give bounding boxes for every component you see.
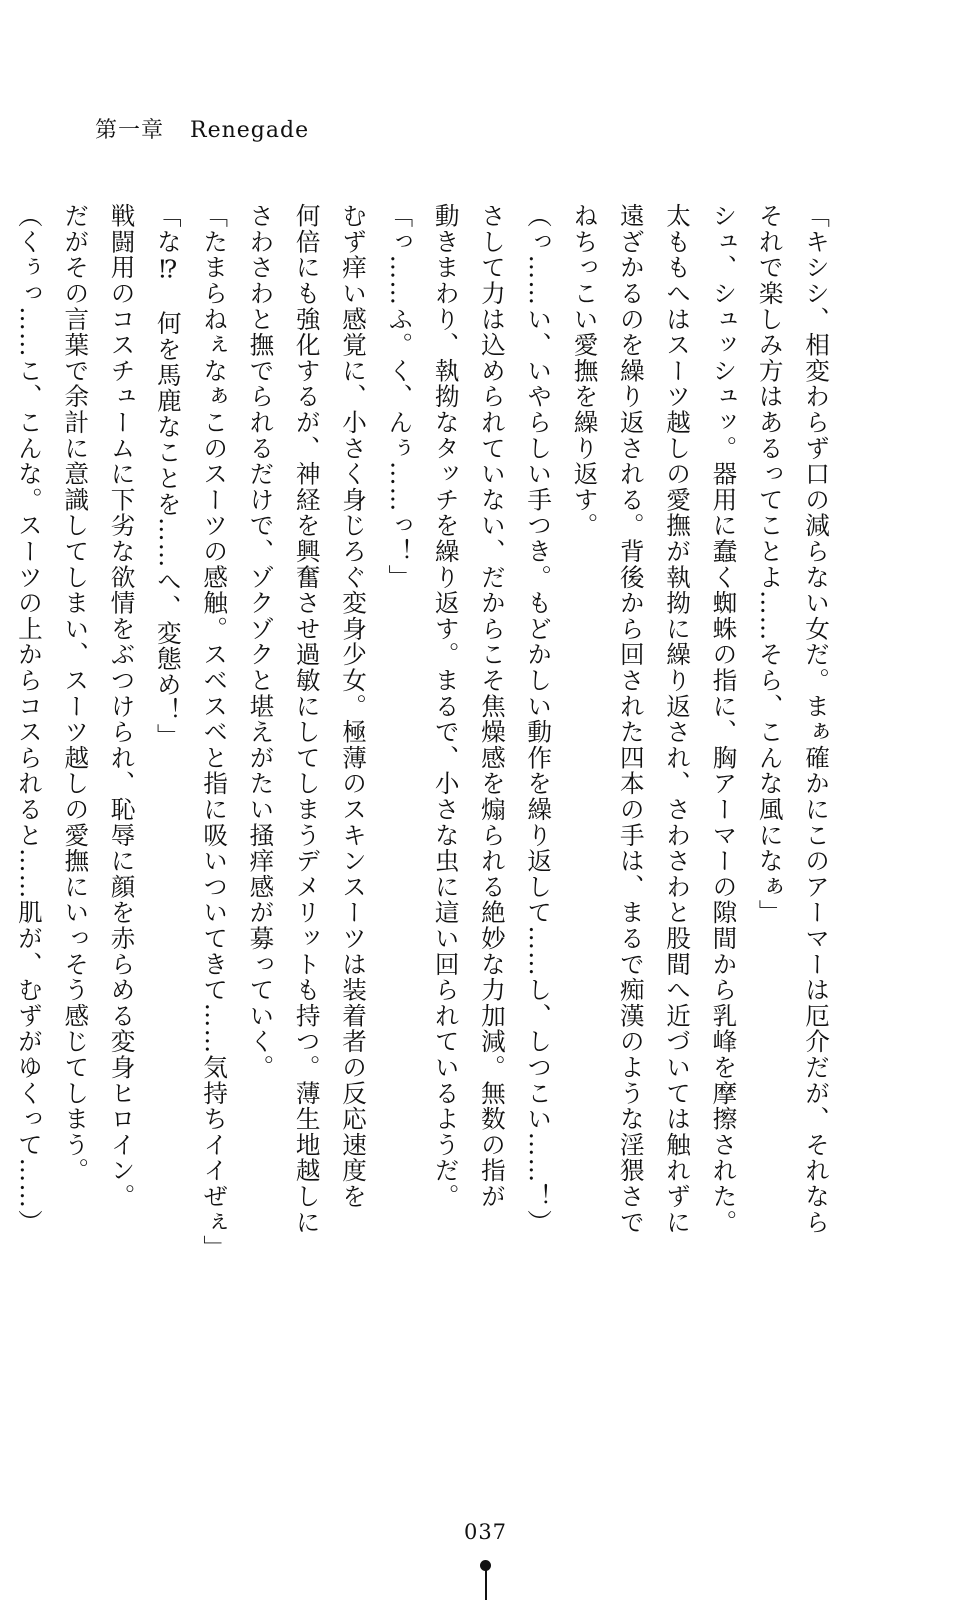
text-column: 動きまわり、執拗なタッチを繰り返す。まるで、小さな虫に這い回られているようだ。 <box>431 203 461 1210</box>
text-column: 「っ……ふ。く、んぅ……っ！」 <box>385 203 415 590</box>
text-column: （っ……い、いやらしい手つき。もどかしい動作を繰り返して……し、しつこい……！） <box>524 203 554 1235</box>
text-column: 「キシシ、相変わらず口の減らない女だ。まぁ確かにこのアーマーは厄介だが、それなら <box>802 203 831 1235</box>
text-column: さして力は込められていない、だからこそ焦燥感を煽られる絶妙な力加減。無数の指が <box>477 203 507 1210</box>
chapter-label: 第一章 <box>95 118 165 143</box>
text-column: 「たまらねぇなぁこのスーツの感触。スベスベと指に吸いついてきて……気持ちイイぜぇ」 <box>200 203 230 1261</box>
page-marker-line <box>485 1570 487 1600</box>
running-header <box>95 113 309 144</box>
text-column: 遠ざかるのを繰り返される。背後から回された四本の手は、まるで痴漢のような淫猥さで <box>616 203 646 1235</box>
vertical-body-text <box>14 203 839 1373</box>
text-column: 何倍にも強化するが、神経を興奮させ過敏にしてしまうデメリットも持つ。薄生地越しに <box>292 203 322 1235</box>
text-column: 「な⁉ 何を馬鹿なことを……へ、変態め！」 <box>153 203 183 750</box>
text-column: だがその言葉で余計に意識してしまい、スーツ越しの愛撫にいっそう感じてしまう。 <box>61 203 91 1184</box>
text-column: （くぅっ……こ、こんな。スーツの上からコスられると……肌が、むずがゆくって……） <box>14 203 44 1235</box>
chapter-title: Renegade <box>190 118 310 143</box>
text-column: 太ももへはスーツ越しの愛撫が執拗に繰り返され、さわさわと股間へ近づいては触れずに <box>663 203 693 1235</box>
text-column: むず痒い感覚に、小さく身じろぐ変身少女。極薄のスキンスーツは装着者の反応速度を <box>339 203 369 1210</box>
text-column: シュ、シュッシュッ。器用に蠢く蜘蛛の指に、胸アーマーの隙間から乳峰を摩擦された。 <box>709 203 739 1235</box>
text-column: 戦闘用のコスチュームに下劣な欲情をぶつけられ、恥辱に顔を赤らめる変身ヒロイン。 <box>107 203 137 1210</box>
text-column: さわさわと撫でられるだけで、ゾクゾクと堪えがたい掻痒感が募っていく。 <box>246 203 276 1081</box>
text-column: ねちっこい愛撫を繰り返す。 <box>570 203 600 539</box>
text-column: それで楽しみ方はあるってことよ……そら、こんな風になぁ」 <box>755 203 785 926</box>
page-number: 037 <box>463 1520 508 1544</box>
